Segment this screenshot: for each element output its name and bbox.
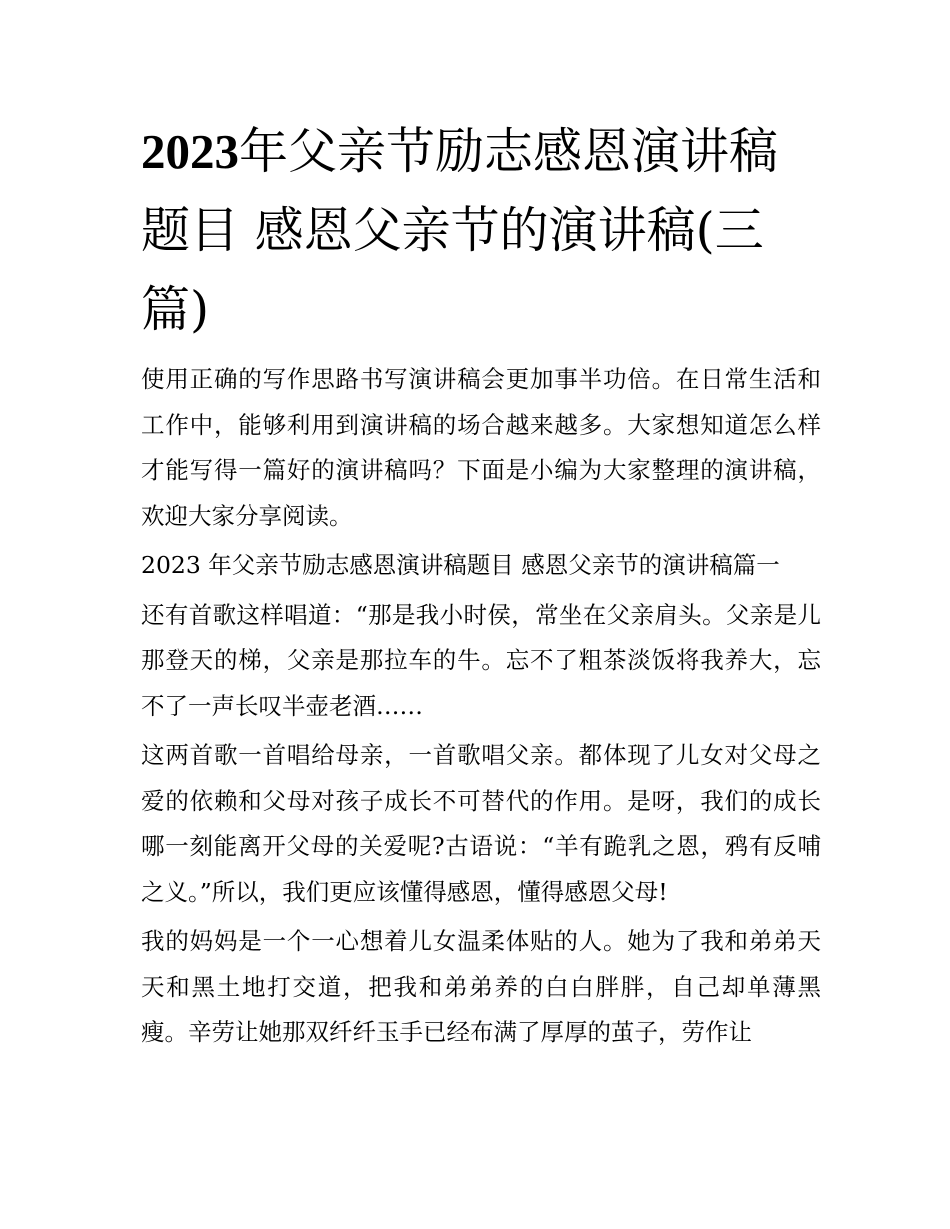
paragraph-section-heading: 2023 年父亲节励志感恩演讲稿题目 感恩父亲节的演讲稿篇一 (141, 551, 780, 579)
title-year: 2023 (141, 124, 239, 179)
paragraph-mother: 我的妈妈是一个一心想着儿女温柔体贴的人。她为了我和弟弟天天和黑土地打交道，把我和弟弟养的白白胖胖，自己却单薄黑瘦。辛劳让她那双纤纤玉手已经布满了厚厚的茧子，劳作让 (141, 927, 821, 1046)
document-title (141, 112, 821, 349)
paragraph-song-quote: 还有首歌这样唱道：“那是我小时侯，常坐在父亲肩头。父亲是儿那登天的梯，父亲是那拉车的牛。忘不了粗茶淡饭将我养大，忘不了一声长叹半壶老酒…… (141, 600, 821, 720)
paragraph-parents-love: 这两首歌一首唱给母亲，一首歌唱父亲。都体现了儿女对父母之爱的依赖和父母对孩子成长不可替代的作用。是呀，我们的成长哪一刻能离开父母的关爱呢?古语说：“羊有跪乳之恩，鸦有反哺之义。”所以，我们更应该懂得感恩，懂得感恩父母! (141, 741, 821, 906)
paragraph-intro: 使用正确的写作思路书写演讲稿会更加事半功倍。在日常生活和工作中，能够利用到演讲稿的场合越来越多。大家想知道怎么样才能写得一篇好的演讲稿吗？下面是小编为大家整理的演讲稿，欢迎大家分享阅读。 (141, 365, 821, 530)
document-body (141, 357, 821, 1060)
title-text: 年父亲节励志感恩演讲稿题目 感恩父亲节的演讲稿(三篇) (141, 123, 779, 338)
